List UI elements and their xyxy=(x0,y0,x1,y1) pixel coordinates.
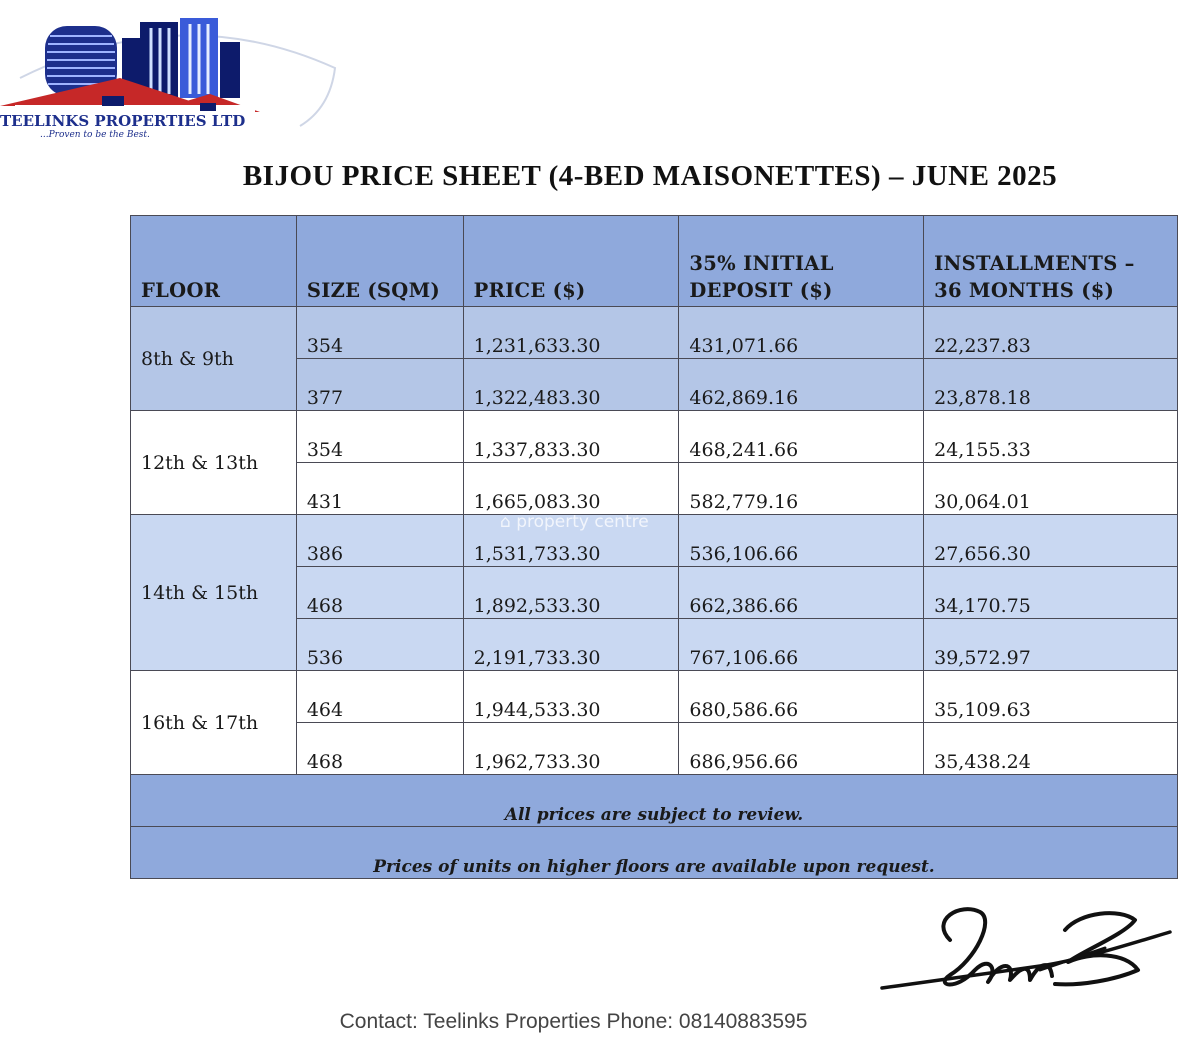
installment-cell: 27,656.30 xyxy=(924,515,1178,567)
price-cell: 1,337,833.30 xyxy=(463,411,679,463)
header-size: SIZE (SQM) xyxy=(296,216,463,307)
price-cell: 1,322,483.30 xyxy=(463,359,679,411)
table-row xyxy=(131,307,1178,359)
price-cell: 2,191,733.30 xyxy=(463,619,679,671)
size-cell: 468 xyxy=(296,723,463,775)
header-deposit-line1: 35% INITIAL xyxy=(689,252,834,275)
installment-cell: 24,155.33 xyxy=(924,411,1178,463)
deposit-cell: 536,106.66 xyxy=(679,515,924,567)
header-installments-line1: INSTALLMENTS – xyxy=(934,252,1135,275)
deposit-cell: 662,386.66 xyxy=(679,567,924,619)
logo-company-name: TEELINKS PROPERTIES LTD xyxy=(0,112,246,130)
header-deposit-line2: DEPOSIT ($) xyxy=(689,279,833,302)
floor-cell: 16th & 17th xyxy=(131,671,297,775)
company-logo xyxy=(0,8,345,138)
note-row xyxy=(131,775,1178,827)
deposit-cell: 686,956.66 xyxy=(679,723,924,775)
price-cell: 1,892,533.30 xyxy=(463,567,679,619)
installment-cell: 39,572.97 xyxy=(924,619,1178,671)
deposit-cell: 582,779.16 xyxy=(679,463,924,515)
page-title: BIJOU PRICE SHEET (4-BED MAISONETTES) – JUNE 2025 xyxy=(242,160,1058,192)
deposit-cell: 431,071.66 xyxy=(679,307,924,359)
header-deposit xyxy=(679,216,924,307)
deposit-cell: 680,586.66 xyxy=(679,671,924,723)
signature xyxy=(880,900,1175,1010)
header-price: PRICE ($) xyxy=(463,216,679,307)
watermark-home-icon: ⌂ xyxy=(500,512,511,532)
header-installments xyxy=(924,216,1178,307)
floor-cell: 12th & 13th xyxy=(131,411,297,515)
header-installments-line2: 36 MONTHS ($) xyxy=(934,279,1115,302)
header-floor: FLOOR xyxy=(131,216,297,307)
floor-cell: 14th & 15th xyxy=(131,515,297,671)
size-cell: 431 xyxy=(296,463,463,515)
logo-graphic xyxy=(0,8,345,138)
note-higher-floors: Prices of units on higher floors are available upon request. xyxy=(131,827,1178,879)
table-row xyxy=(131,515,1178,567)
installment-cell: 35,438.24 xyxy=(924,723,1178,775)
size-cell: 377 xyxy=(296,359,463,411)
installment-cell: 22,237.83 xyxy=(924,307,1178,359)
size-cell: 386 xyxy=(296,515,463,567)
table-row xyxy=(131,671,1178,723)
installment-cell: 30,064.01 xyxy=(924,463,1178,515)
deposit-cell: 767,106.66 xyxy=(679,619,924,671)
size-cell: 464 xyxy=(296,671,463,723)
note-review: All prices are subject to review. xyxy=(131,775,1178,827)
price-cell: 1,962,733.30 xyxy=(463,723,679,775)
floor-cell: 8th & 9th xyxy=(131,307,297,411)
deposit-cell: 468,241.66 xyxy=(679,411,924,463)
signature-graphic xyxy=(880,900,1175,1010)
installment-cell: 23,878.18 xyxy=(924,359,1178,411)
size-cell: 354 xyxy=(296,307,463,359)
price-cell: 1,531,733.30 xyxy=(463,515,679,567)
size-cell: 354 xyxy=(296,411,463,463)
note-row xyxy=(131,827,1178,879)
installment-cell: 35,109.63 xyxy=(924,671,1178,723)
price-cell: 1,944,533.30 xyxy=(463,671,679,723)
size-cell: 468 xyxy=(296,567,463,619)
installment-cell: 34,170.75 xyxy=(924,567,1178,619)
price-table xyxy=(130,215,1178,879)
table-row xyxy=(131,411,1178,463)
price-cell: 1,231,633.30 xyxy=(463,307,679,359)
table-header-row xyxy=(131,216,1178,307)
logo-tagline: ...Proven to be the Best. xyxy=(40,130,150,138)
watermark-text: property centre xyxy=(516,512,649,532)
contact-line: Contact: Teelinks Properties Phone: 08140883595 xyxy=(339,1010,808,1033)
deposit-cell: 462,869.16 xyxy=(679,359,924,411)
size-cell: 536 xyxy=(296,619,463,671)
price-cell: 1,665,083.30 xyxy=(463,463,679,515)
